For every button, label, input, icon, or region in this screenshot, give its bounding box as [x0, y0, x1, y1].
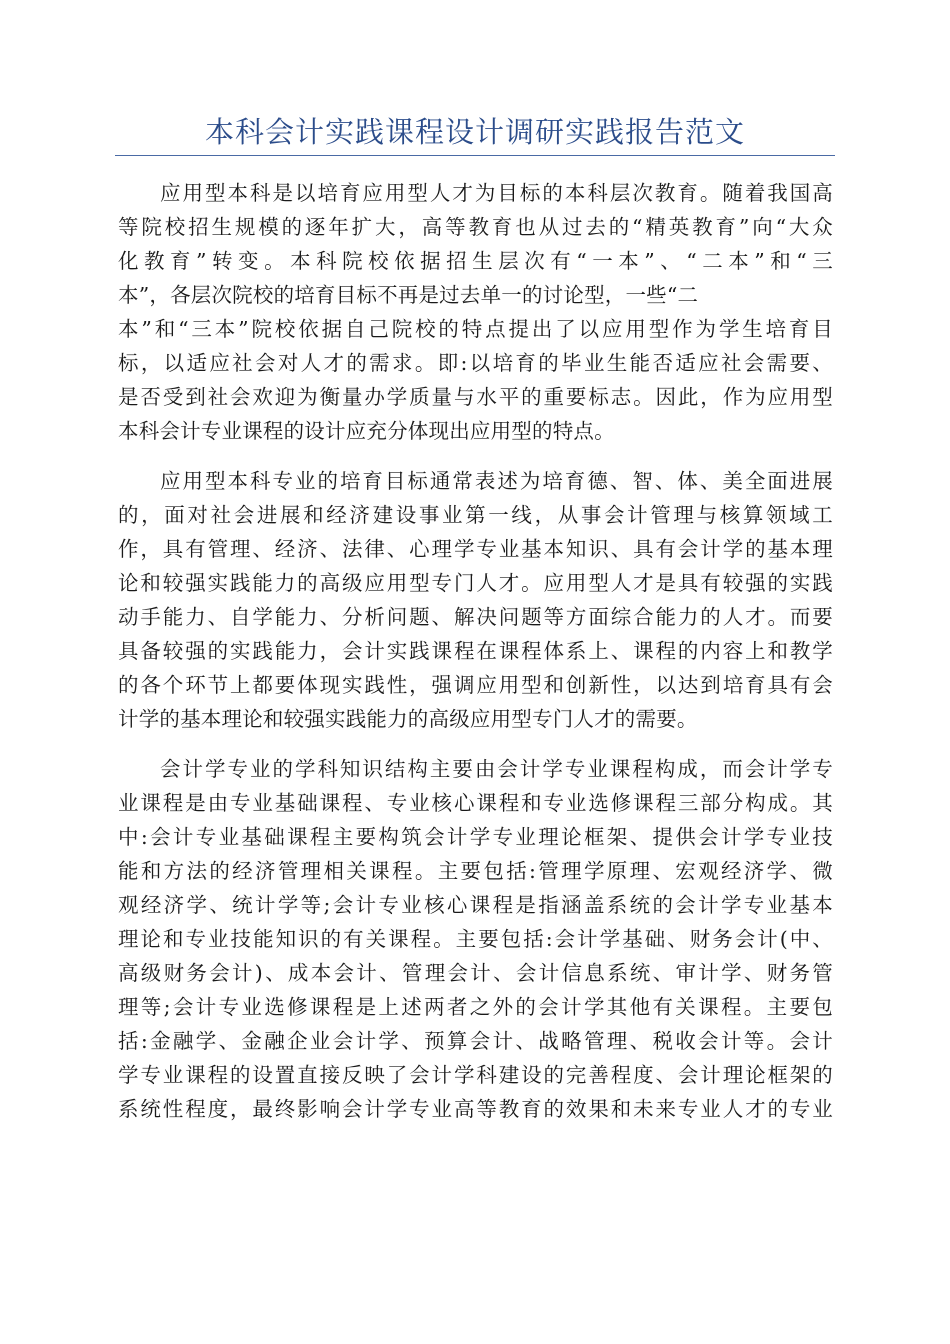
paragraph-3	[118, 752, 833, 1126]
document-body	[118, 176, 833, 1142]
paragraph-line: 会计学专业的学科知识结构主要由会计学专业课程构成，而会计学专	[160, 757, 833, 781]
paragraph-line: 本科会计专业课程的设计应充分体现出应用型的特点。	[118, 419, 615, 443]
paragraph-2	[118, 464, 833, 736]
title-underline	[115, 155, 835, 156]
paragraph-line: 等院校招生规模的逐年扩大，高等教育也从过去的“精英教育”向“大众	[118, 215, 833, 239]
paragraph-line: 括:金融学、金融企业会计学、预算会计、战略管理、税收会计等。会计	[118, 1029, 833, 1053]
paragraph-line: 应用型本科专业的培育目标通常表述为培育德、智、体、美全面进展	[160, 469, 833, 493]
paragraph-line: 观经济学、统计学等;会计专业核心课程是指涵盖系统的会计学专业基本	[118, 893, 833, 917]
paragraph-line: 中:会计专业基础课程主要构筑会计学专业理论框架、提供会计学专业技	[118, 825, 833, 849]
paragraph-line: 理论和专业技能知识的有关课程。主要包括:会计学基础、财务会计(中、	[118, 927, 833, 951]
paragraph-line: 本”，各层次院校的培育目标不再是过去单一的讨论型，一些“二	[118, 283, 699, 307]
paragraph-line: 的各个环节上都要体现实践性，强调应用型和创新性，以达到培育具有会	[118, 673, 833, 697]
paragraph-line: 具备较强的实践能力，会计实践课程在课程体系上、课程的内容上和教学	[118, 639, 833, 663]
paragraph-line: 论和较强实践能力的高级应用型专门人才。应用型人才是具有较强的实践	[118, 571, 833, 595]
paragraph-line: 理等;会计专业选修课程是上述两者之外的会计学其他有关课程。主要包	[118, 995, 833, 1019]
paragraph-line: 的，面对社会进展和经济建设事业第一线，从事会计管理与核算领域工	[118, 503, 833, 527]
paragraph-line: 动手能力、自学能力、分析问题、解决问题等方面综合能力的人才。而要	[118, 605, 833, 629]
paragraph-line: 标，以适应社会对人才的需求。即:以培育的毕业生能否适应社会需要、	[118, 351, 833, 375]
paragraph-line: 是否受到社会欢迎为衡量办学质量与水平的重要标志。因此，作为应用型	[118, 385, 833, 409]
paragraph-line: 学专业课程的设置直接反映了会计学科建设的完善程度、会计理论框架的	[118, 1063, 833, 1087]
paragraph-line: 应用型本科是以培育应用型人才为目标的本科层次教育。随着我国高	[160, 181, 833, 205]
paragraph-line: 作，具有管理、经济、法律、心理学专业基本知识、具有会计学的基本理	[118, 537, 833, 561]
document-title: 本科会计实践课程设计调研实践报告范文	[204, 115, 745, 149]
paragraph-line: 业课程是由专业基础课程、专业核心课程和专业选修课程三部分构成。其	[118, 791, 833, 815]
paragraph-line: 系统性程度，最终影响会计学专业高等教育的效果和未来专业人才的专业	[118, 1097, 833, 1121]
paragraph-line: 本”和“三本”院校依据自己院校的特点提出了以应用型作为学生培育目	[118, 317, 833, 341]
paragraph-line: 高级财务会计)、成本会计、管理会计、会计信息系统、审计学、财务管	[118, 961, 833, 985]
paragraph-line: 计学的基本理论和较强实践能力的高级应用型专门人才的需要。	[118, 707, 698, 731]
paragraph-1	[118, 176, 833, 448]
paragraph-line: 能和方法的经济管理相关课程。主要包括:管理学原理、宏观经济学、微	[118, 859, 833, 883]
paragraph-line: 化教育”转变。本科院校依据招生层次有“一本”、“二本”和“三	[118, 249, 833, 273]
